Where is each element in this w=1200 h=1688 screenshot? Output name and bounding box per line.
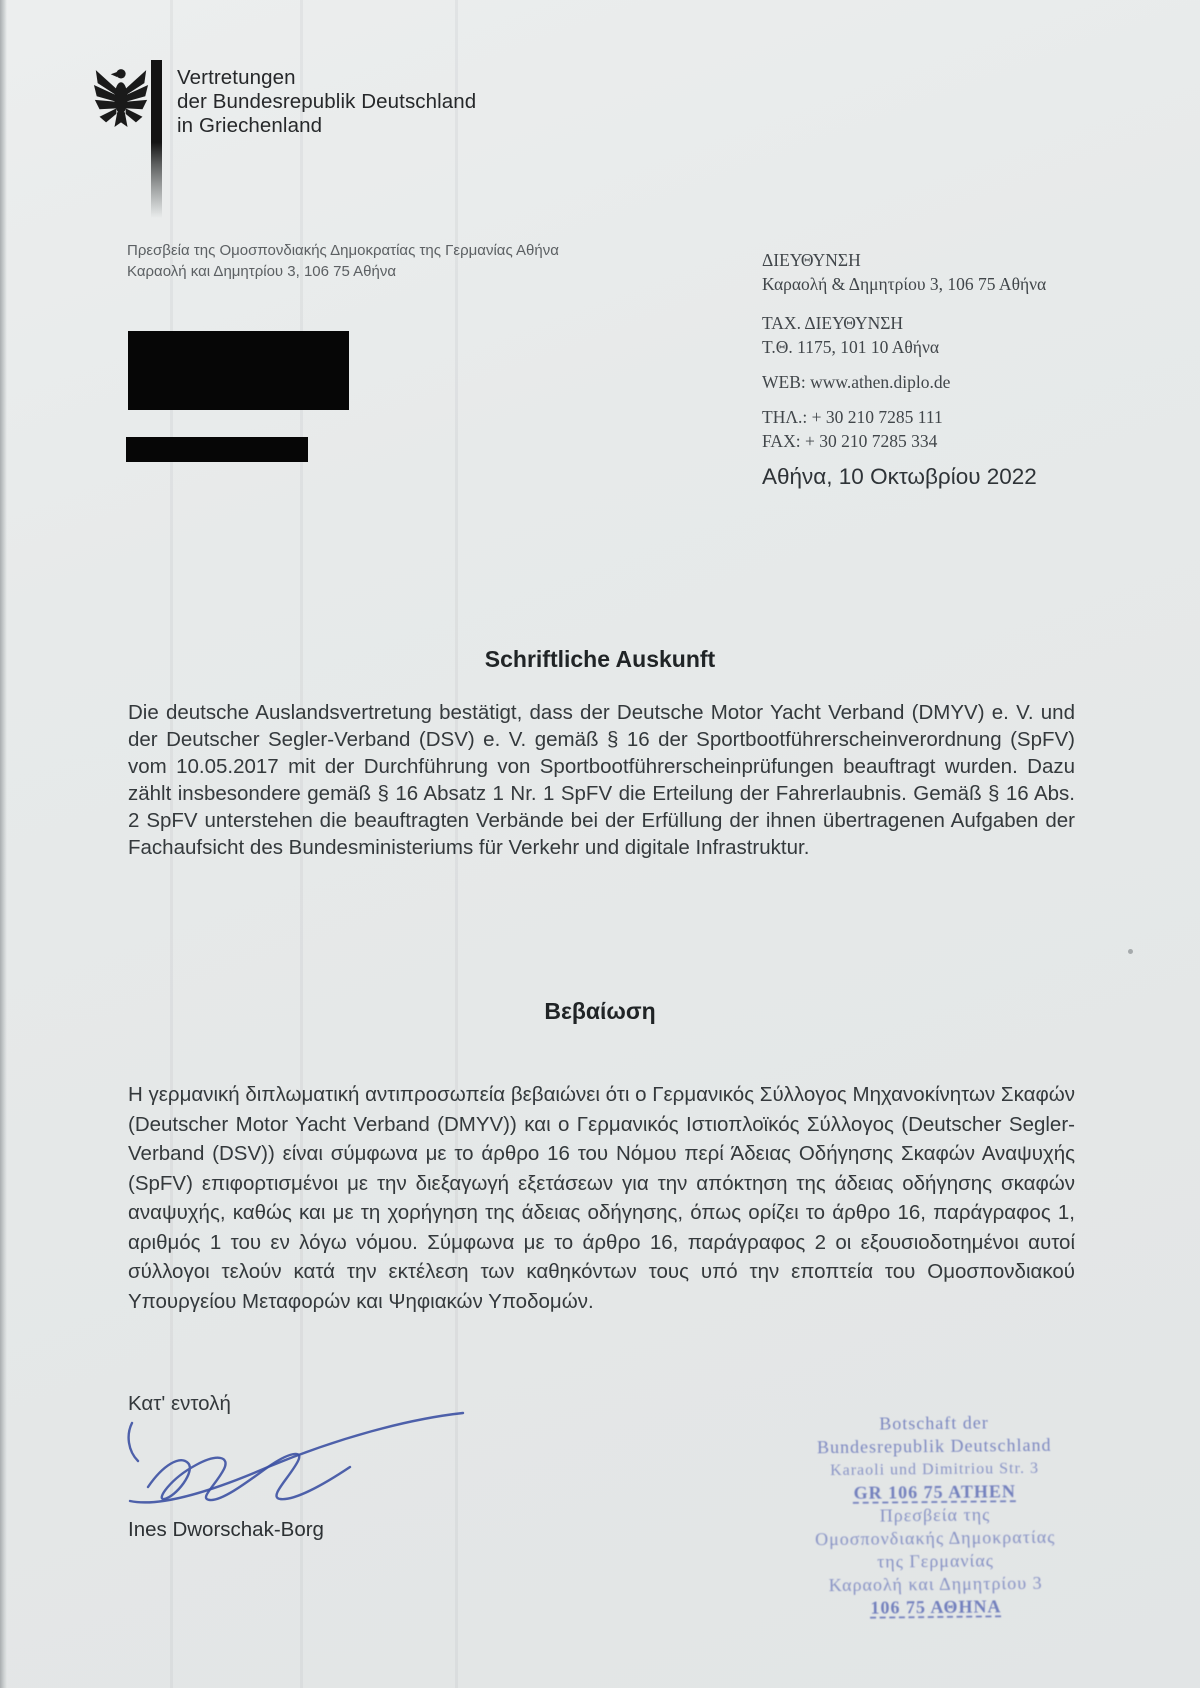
letterhead-line3: in Griechenland	[177, 114, 323, 137]
embassy-stamp	[764, 1410, 1106, 1621]
stamp-line-4: GR 106 75 ATHEN	[853, 1481, 1016, 1503]
web-line: WEB: www.athen.diplo.de	[762, 372, 951, 392]
stamp-line-5: Πρεσβεία της	[879, 1504, 991, 1526]
stamp-line-8: Καραολή και Δημητρίου 3	[828, 1572, 1043, 1596]
redaction-bar-reference	[126, 437, 308, 462]
address-value: Καραολή & Δημητρίου 3, 106 75 Αθήνα	[762, 274, 1047, 294]
greek-section-body: Η γερμανική διπλωματική αντιπροσωπεία βεβαιώνει ότι ο Γερμανικός Σύλλογος Μηχανοκίνητων Σκαφών (Deutscher Motor Yacht Verband (DMYV)) και ο Γερμανικός Ιστιοπλοϊκός Σύλλογος (Deutscher Segler-Verband (DSV)) είναι σύμφωνα με το άρθρο 16 του Νόμου περί Άδειας Οδήγησης Σκαφών Αναψυχής (SpFV) επιφορτισμένοι με την διεξαγωγή εξετάσεων για την απόκτηση της άδειας οδήγησης σκαφών αναψυχής, καθώς και με τη χορήγηση της άδειας οδήγησης, όπως ορίζει το άρθρο 16, παράγραφος 1, αριθμός 1 του εν λόγω νόμου. Σύμφωνα με το άρθρο 16, παράγραφος 2 οι εξουσιοδοτημένοι αυτοί σύλλογοι τελούν κατά την εκτέλεση των καθηκόντων τους υπό την εποπτεία του Ομοσπονδιακού Υπουργείου Μεταφορών και Ψηφιακών Υποδομών.	[128, 1083, 1075, 1313]
german-section-body: Die deutsche Auslandsvertretung bestätigt, dass der Deutsche Motor Yacht Verband (DMYV) e. V. und der Deutscher Segler-Verband (DSV) e. V. gemäß § 16 der Sportbootführerscheinverordnung (SpFV) vom 10.05.2017 mit der Durchführung von Sportbootführerscheinprüfungen beauftragt wurden. Dazu zählt insbesondere gemäß § 16 Absatz 1 Nr. 1 SpFV die Erteilung der Fahrerlaubnis. Gemäß § 16 Abs. 2 SpFV unterstehen die beauftragten Verbände bei der Erfüllung der ihnen übertragenen Aufgaben der Fachaufsicht des Bundesministeriums für Verkehr und digitale Infrastruktur.	[128, 701, 1075, 859]
fax-line: FAX: + 30 210 7285 334	[762, 431, 938, 451]
letterhead-divider-bar	[151, 60, 162, 218]
stamp-line-9: 106 75 ΑΘΗΝΑ	[870, 1596, 1002, 1618]
handwritten-signature	[118, 1405, 518, 1520]
postal-value: Τ.Θ. 1175, 101 10 Αθήνα	[762, 337, 940, 357]
sender-address-block	[127, 240, 559, 282]
sender-line2: Καραολή και Δημητρίου 3, 106 75 Αθήνα	[127, 263, 397, 280]
stamp-line-6: Ομοσπονδιακής Δημοκρατίας	[815, 1526, 1056, 1550]
stamp-line-7: της Γερμανίας	[876, 1550, 994, 1572]
letterhead-line2: der Bundesrepublik Deutschland	[177, 90, 477, 113]
stamp-line-3: Karaoli und Dimitriou Str. 3	[829, 1459, 1040, 1480]
federal-eagle-icon	[93, 64, 149, 134]
address-label: ΔΙΕΥΘΥΝΣΗ	[762, 250, 861, 270]
contact-info-block	[762, 248, 1046, 468]
german-section-title: Schriftliche Auskunft	[484, 646, 716, 672]
letterhead-org-name	[177, 66, 476, 138]
redaction-bar-recipient	[128, 331, 349, 410]
stamp-line-2: Bundesrepublik Deutschland	[816, 1434, 1052, 1458]
scan-edge-shadow	[0, 0, 7, 1688]
tel-line: ΤΗΛ.: + 30 210 7285 111	[762, 407, 943, 427]
letterhead-line1: Vertretungen	[177, 66, 296, 89]
sender-line1: Πρεσβεία της Ομοσπονδιακής Δημοκρατίας της Γερμανίας Αθήνα	[127, 242, 559, 259]
greek-section-title: Βεβαίωση	[544, 998, 656, 1024]
date-line: Αθήνα, 10 Οκτωβρίου 2022	[762, 464, 1037, 489]
postal-label: ΤΑΧ. ΔΙΕΥΘΥΝΣΗ	[762, 313, 904, 333]
signer-name: Ines Dworschak-Borg	[128, 1518, 324, 1541]
per-order-line: Κατ' εντολή	[128, 1392, 231, 1415]
stamp-line-1: Botschaft der	[879, 1412, 989, 1434]
scan-speck	[1128, 949, 1133, 954]
